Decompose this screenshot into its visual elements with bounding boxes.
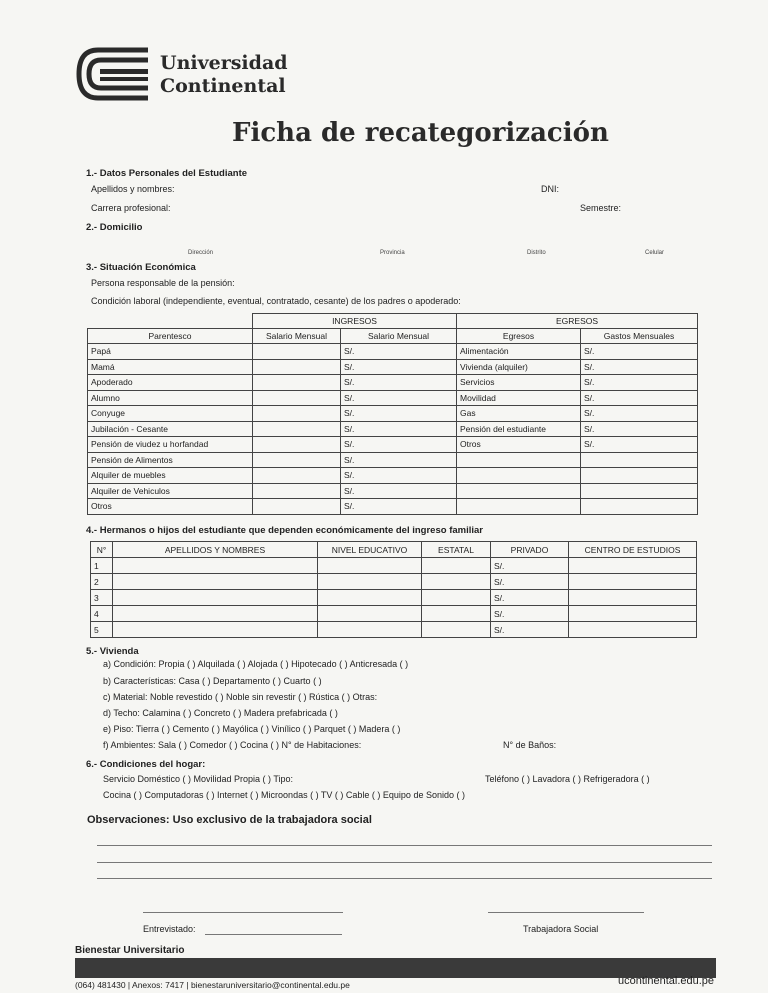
center-cell[interactable] [569,558,697,574]
no-cell: 3 [91,590,113,606]
col-center: CENTRO DE ESTUDIOS [569,542,697,558]
amount-cell[interactable] [581,499,698,515]
salary1-cell[interactable] [253,406,341,422]
expense-cell [457,468,581,484]
footer-department: Bienestar Universitario [75,945,185,956]
dependent-row [91,558,697,574]
center-cell[interactable] [569,590,697,606]
university-name-line2: Continental [160,75,286,97]
state-cell[interactable] [422,622,491,638]
names-cell[interactable] [113,558,318,574]
blank-cell [88,314,253,329]
salary1-cell[interactable] [253,437,341,453]
salary2-cell[interactable]: S/. [341,406,457,422]
relation-cell: Mamá [88,359,253,375]
amount-cell[interactable]: S/. [581,390,698,406]
salary2-cell[interactable]: S/. [341,359,457,375]
relation-cell: Alumno [88,390,253,406]
col-level: NIVEL EDUCATIVO [318,542,422,558]
expense-cell: Movilidad [457,390,581,406]
relation-cell: Papá [88,344,253,360]
province-label: Provincia [380,250,405,256]
salary2-cell[interactable]: S/. [341,468,457,484]
observation-line-3[interactable] [97,878,712,879]
salary2-cell[interactable]: S/. [341,390,457,406]
no-cell: 2 [91,574,113,590]
private-cell[interactable]: S/. [491,558,569,574]
relation-cell: Alquiler de Vehiculos [88,483,253,499]
state-cell[interactable] [422,558,491,574]
housing-roof: d) Techo: Calamina ( ) Concreto ( ) Madera prefabricada ( ) [103,708,338,718]
housing-floor: e) Piso: Tierra ( ) Cemento ( ) Mayólica ( ) Vinílico ( ) Parquet ( ) Madera ( ) [103,724,401,734]
level-cell[interactable] [318,606,422,622]
amount-cell[interactable] [581,468,698,484]
economic-row [88,483,698,499]
col-expense: Egresos [457,329,581,344]
cell-label: Celular [645,250,665,256]
dependent-row [91,590,697,606]
page-title: Ficha de recategorización [232,118,609,148]
names-cell[interactable] [113,574,318,590]
economic-row [88,421,698,437]
expense-cell [457,499,581,515]
section5-heading: 5.- Vivienda [86,646,139,657]
col-salary-2: Salario Mensual [341,329,457,344]
social-worker-label: Trabajadora Social [523,924,599,934]
level-cell[interactable] [318,622,422,638]
amount-cell[interactable] [581,483,698,499]
footer-website[interactable]: ucontinental.edu.pe [618,975,715,987]
university-logo-icon [76,47,150,101]
state-cell[interactable] [422,590,491,606]
col-salary-1: Salario Mensual [253,329,341,344]
interviewed-signature-line[interactable] [143,912,343,913]
relation-cell: Jubilación - Cesante [88,421,253,437]
observation-line-1[interactable] [97,845,712,846]
social-worker-signature-line[interactable] [488,912,644,913]
observations-heading: Observaciones: Uso exclusivo de la trabajadora social [87,814,372,826]
salary2-cell[interactable]: S/. [341,437,457,453]
salary2-cell[interactable]: S/. [341,483,457,499]
center-cell[interactable] [569,622,697,638]
labor-label: Condición laboral (independiente, eventual, contratado, cesante) de los padres o apoderado: [91,296,461,306]
economic-row [88,437,698,453]
university-name-line1: Universidad [160,52,288,74]
col-names: APELLIDOS Y NOMBRES [113,542,318,558]
expense-cell: Pensión del estudiante [457,421,581,437]
section3-heading: 3.- Situación Económica [86,262,196,273]
expense-cell: Alimentación [457,344,581,360]
level-cell[interactable] [318,590,422,606]
economic-row [88,359,698,375]
home-conditions-line2: Cocina ( ) Computadoras ( ) Internet ( ) Microondas ( ) TV ( ) Cable ( ) Equipo de Sonido ( ) [103,790,465,800]
center-cell[interactable] [569,606,697,622]
private-cell[interactable]: S/. [491,574,569,590]
relation-cell: Pensión de Alimentos [88,452,253,468]
interviewed-name-line[interactable] [205,934,342,935]
col-state: ESTATAL [422,542,491,558]
interviewed-label: Entrevistado: [143,924,196,934]
economic-row [88,468,698,484]
relation-cell: Otros [88,499,253,515]
section6-heading: 6.- Condiciones del hogar: [86,759,206,770]
semester-label: Semestre: [580,203,622,213]
section4-heading: 4.- Hermanos o hijos del estudiante que dependen económicamente del ingreso familiar [86,525,483,536]
salary2-cell[interactable]: S/. [341,499,457,515]
dependents-table [90,541,697,638]
level-cell[interactable] [318,558,422,574]
responsible-label: Persona responsable de la pensión: [91,278,235,288]
expense-cell [457,483,581,499]
col-relation: Parentesco [88,329,253,344]
home-conditions-line1: Servicio Doméstico ( ) Movilidad Propia ( ) Tipo: [103,774,294,784]
income-header: INGRESOS [253,314,457,329]
expense-cell: Servicios [457,375,581,391]
economic-row [88,375,698,391]
economic-situation-table [87,313,698,515]
relation-cell: Alquiler de muebles [88,468,253,484]
salary2-cell[interactable]: S/. [341,375,457,391]
col-no: N° [91,542,113,558]
salary1-cell[interactable] [253,344,341,360]
relation-cell: Conyuge [88,406,253,422]
amount-cell[interactable]: S/. [581,375,698,391]
dni-label: DNI: [541,184,559,194]
salary1-cell[interactable] [253,421,341,437]
housing-condition: a) Condición: Propia ( ) Alquilada ( ) Alojada ( ) Hipotecado ( ) Anticresada ( ) [103,659,409,669]
dependent-row [91,622,697,638]
economic-row [88,344,698,360]
salary1-cell[interactable] [253,452,341,468]
level-cell[interactable] [318,574,422,590]
economic-row [88,406,698,422]
salary1-cell[interactable] [253,390,341,406]
dependent-row [91,606,697,622]
dependent-row [91,574,697,590]
no-cell: 4 [91,606,113,622]
salary1-cell[interactable] [253,468,341,484]
section1-heading: 1.- Datos Personales del Estudiante [86,168,248,179]
housing-rooms: f) Ambientes: Sala ( ) Comedor ( ) Cocina ( ) N° de Habitaciones: [103,740,362,750]
center-cell[interactable] [569,574,697,590]
salary1-cell[interactable] [253,359,341,375]
expense-cell: Gas [457,406,581,422]
salary1-cell[interactable] [253,483,341,499]
footer-contact: (064) 481430 | Anexos: 7417 | bienestaruniversitario@continental.edu.pe [75,980,350,990]
economic-row [88,499,698,515]
expense-header: EGRESOS [457,314,698,329]
state-cell[interactable] [422,606,491,622]
housing-characteristics: b) Características: Casa ( ) Departamento ( ) Cuarto ( ) [103,676,322,686]
expense-cell: Vivienda (alquiler) [457,359,581,375]
salary1-cell[interactable] [253,499,341,515]
amount-cell[interactable]: S/. [581,437,698,453]
private-cell[interactable]: S/. [491,622,569,638]
observation-line-2[interactable] [97,862,712,863]
no-cell: 5 [91,622,113,638]
relation-cell: Apoderado [88,375,253,391]
no-cell: 1 [91,558,113,574]
economic-row [88,390,698,406]
col-private: PRIVADO [491,542,569,558]
expense-cell [457,452,581,468]
amount-cell[interactable]: S/. [581,421,698,437]
salary1-cell[interactable] [253,375,341,391]
housing-baths: N° de Baños: [503,740,557,750]
salary2-cell[interactable]: S/. [341,344,457,360]
names-label: Apellidos y nombres: [91,184,175,194]
names-cell[interactable] [113,590,318,606]
economic-row [88,452,698,468]
private-cell[interactable]: S/. [491,606,569,622]
salary2-cell[interactable]: S/. [341,421,457,437]
home-conditions-line1b: Teléfono ( ) Lavadora ( ) Refrigeradora ( ) [485,774,650,784]
names-cell[interactable] [113,622,318,638]
expense-cell: Otros [457,437,581,453]
private-cell[interactable]: S/. [491,590,569,606]
col-monthly: Gastos Mensuales [581,329,698,344]
relation-cell: Pensión de viudez u horfandad [88,437,253,453]
state-cell[interactable] [422,574,491,590]
address-label: Dirección [188,250,214,256]
district-label: Distrito [527,250,546,256]
amount-cell[interactable]: S/. [581,359,698,375]
housing-material: c) Material: Noble revestido ( ) Noble sin revestir ( ) Rústica ( ) Otras: [103,692,378,702]
section2-heading: 2.- Domicilio [86,222,143,233]
amount-cell[interactable] [581,452,698,468]
names-cell[interactable] [113,606,318,622]
salary2-cell[interactable]: S/. [341,452,457,468]
amount-cell[interactable]: S/. [581,406,698,422]
career-label: Carrera profesional: [91,203,171,213]
amount-cell[interactable]: S/. [581,344,698,360]
